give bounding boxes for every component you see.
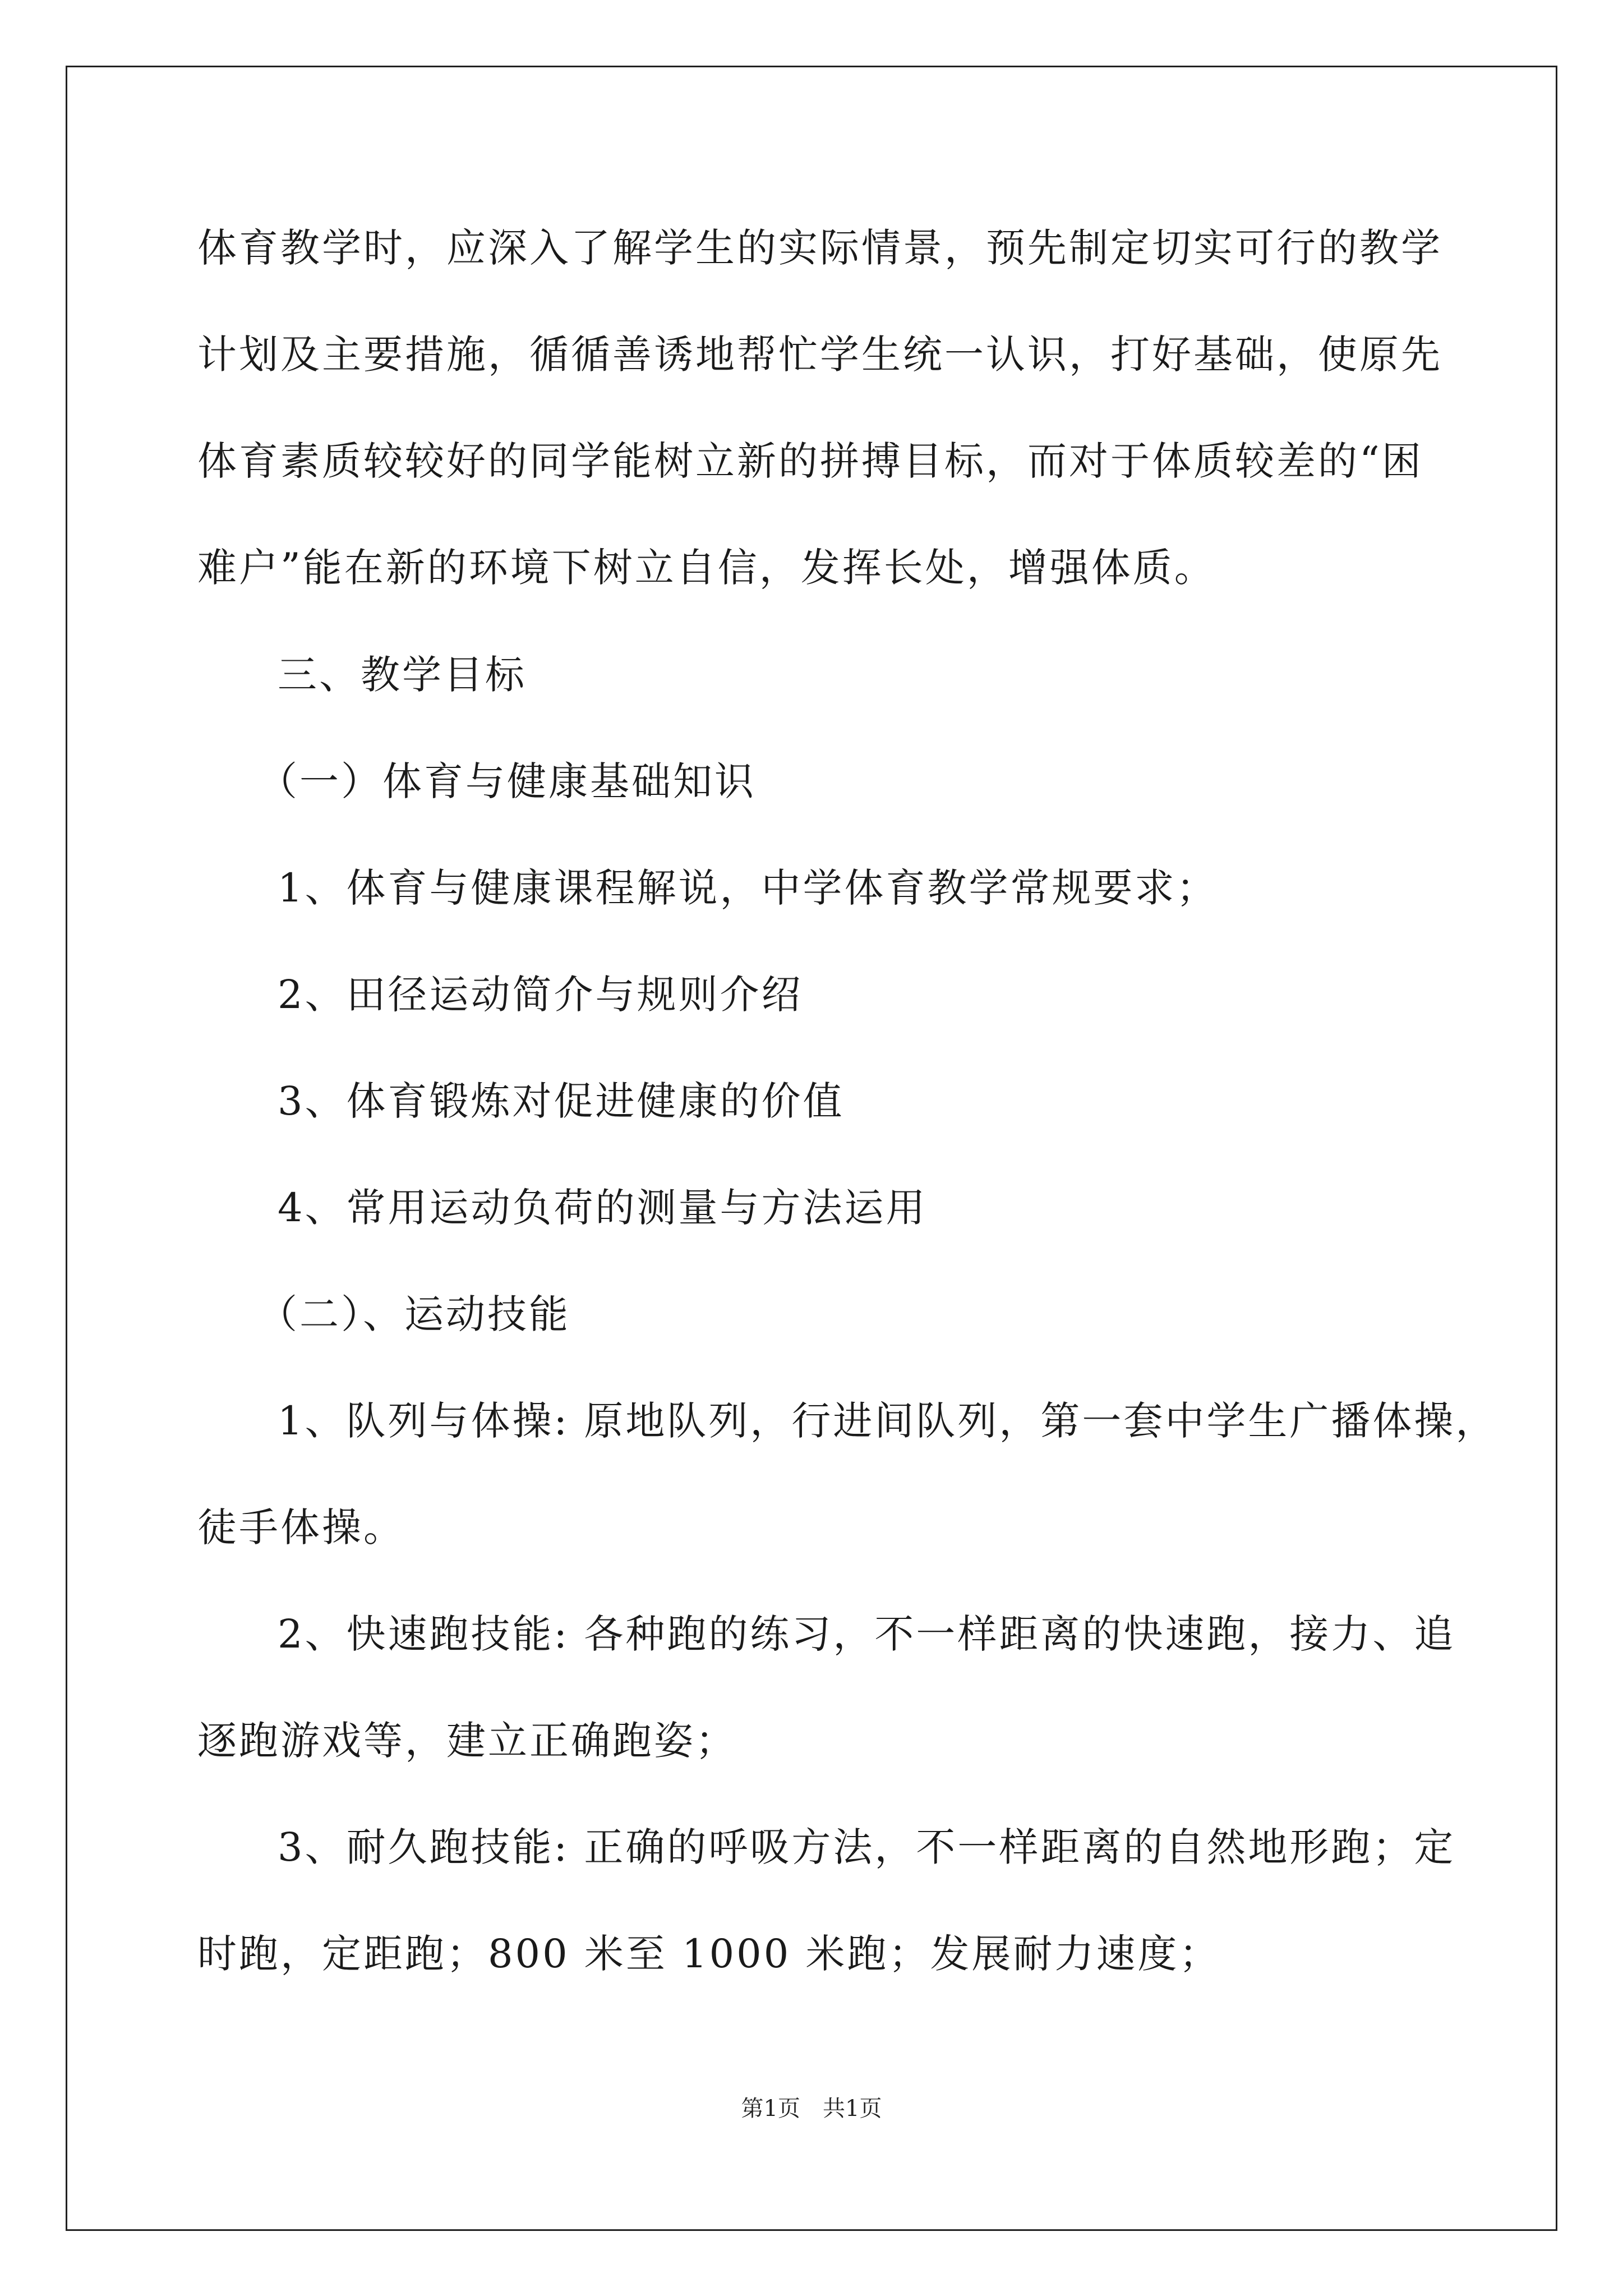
- skill-item-2-line-1: 2、快速跑技能: 各种跑的练习，不一样距离的快速跑，接力、追: [278, 1611, 1456, 1657]
- skill-item-3-line-2: 时跑，定距跑；800 米至 1000 米跑；发展耐力速度；: [197, 1931, 1221, 1977]
- list-item-4: 4、常用运动负荷的测量与方法运用: [278, 1185, 928, 1231]
- page-frame: [66, 66, 1557, 2231]
- list-item-2: 2、田径运动简介与规则介绍: [278, 972, 803, 1018]
- subsection-heading-basic-knowledge: （一）体育与健康基础知识: [258, 758, 756, 804]
- page-footer: 第1页 共1页: [741, 2096, 882, 2122]
- skill-item-2-line-2: 逐跑游戏等，建立正确跑姿；: [197, 1718, 737, 1764]
- paragraph-line-4: 难户”能在新的环境下树立自信，发挥长处，增强体质。: [197, 545, 1216, 591]
- subsection-heading-motor-skills: （二）、运动技能: [258, 1291, 570, 1337]
- paragraph-line-3: 体育素质较较好的同学能树立新的拼搏目标，而对于体质较差的“困: [197, 438, 1423, 484]
- paragraph-line-2: 计划及主要措施，循循善诱地帮忙学生统一认识，打好基础，使原先: [197, 332, 1442, 378]
- skill-item-3-line-1: 3、耐久跑技能: 正确的呼吸方法，不一样距离的自然地形跑；定: [278, 1824, 1456, 1870]
- skill-item-1-line-1: 1、队列与体操: 原地队列，行进间队列，第一套中学生广播体操，: [278, 1398, 1497, 1444]
- list-item-3: 3、体育锻炼对促进健康的价值: [278, 1078, 845, 1124]
- section-heading-teaching-goals: 三、教学目标: [278, 652, 527, 698]
- list-item-1: 1、体育与健康课程解说，中学体育教学常规要求；: [278, 865, 1218, 911]
- skill-item-1-line-2: 徒手体操。: [197, 1504, 405, 1550]
- paragraph-line-1: 体育教学时，应深入了解学生的实际情景，预先制定切实可行的教学: [197, 225, 1442, 271]
